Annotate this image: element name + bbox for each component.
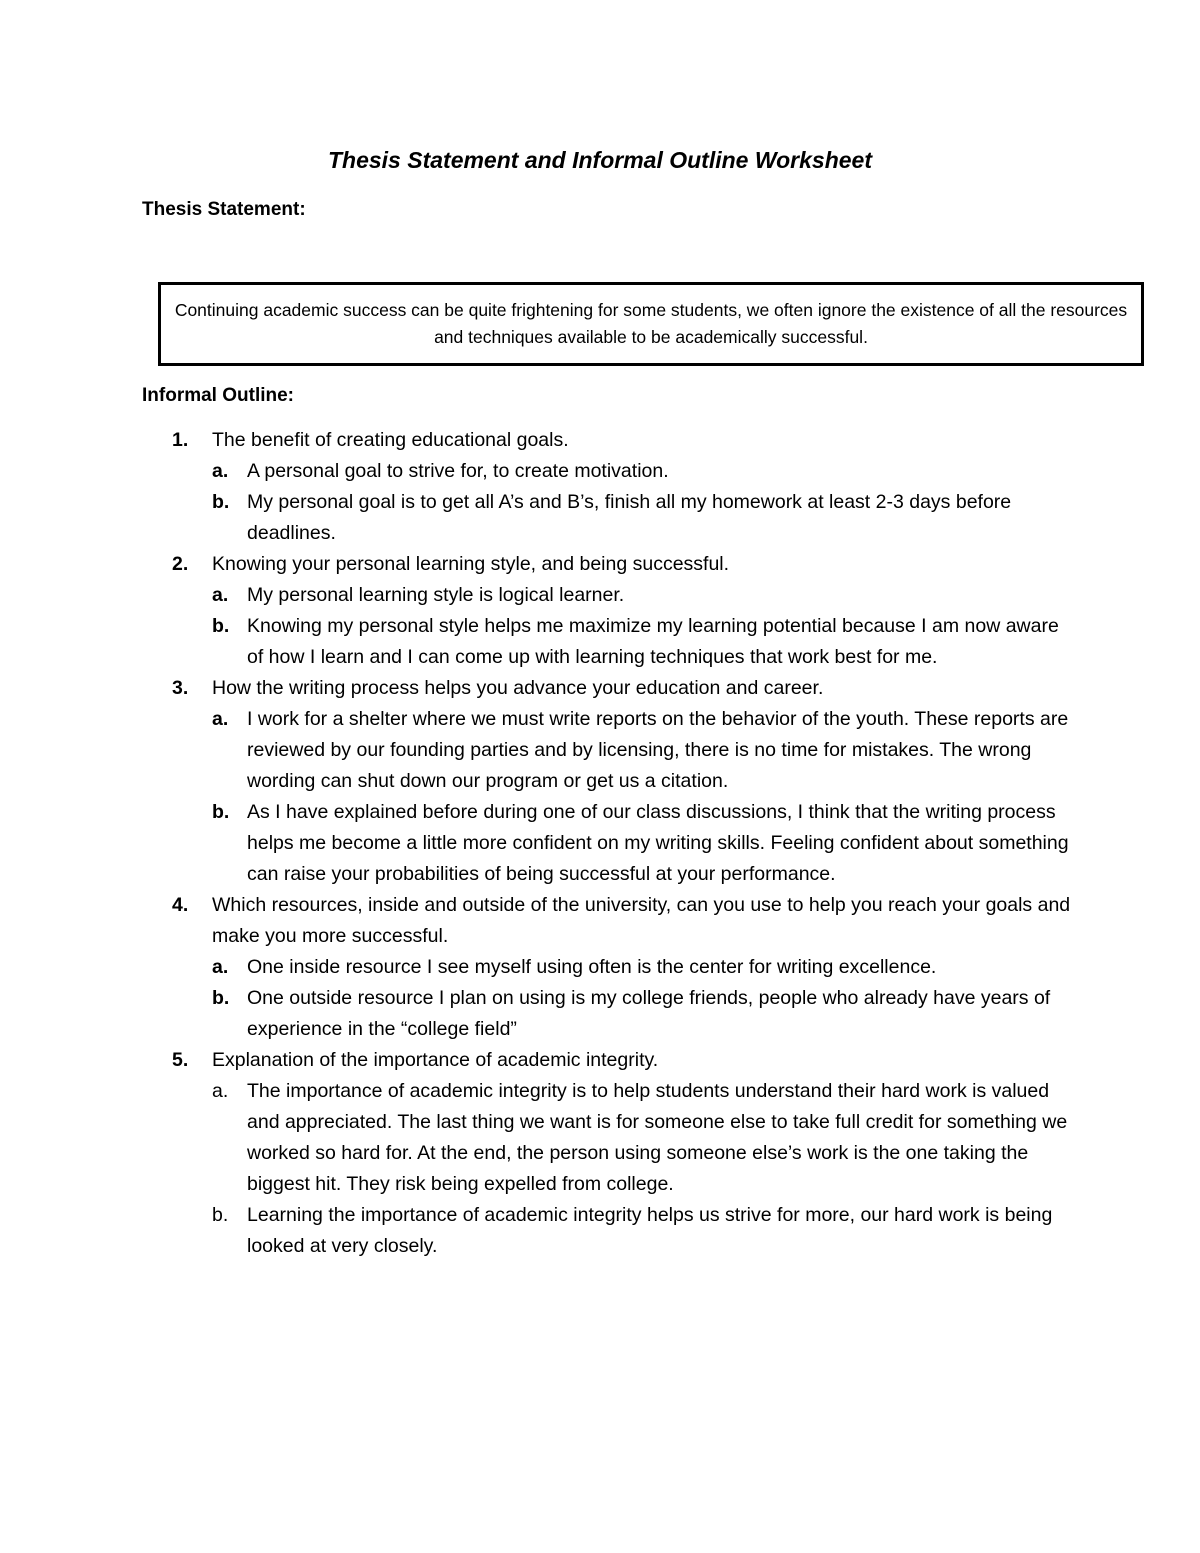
outline-sub-list: [212, 704, 1072, 890]
outline-sub-list: [212, 456, 1072, 549]
outline-subitem-text: One outside resource I plan on using is my college friends, people who already have years of experience in the “college field”: [247, 987, 1051, 1040]
outline-item-text: The benefit of creating educational goals.: [212, 429, 569, 451]
outline-subitem: [212, 952, 1072, 983]
outline-subitem-letter: a.: [212, 1080, 229, 1102]
outline-subitem-letter: a.: [212, 956, 229, 978]
outline-subitem-text: A personal goal to strive for, to create motivation.: [247, 460, 669, 482]
outline-item-5: [172, 1045, 1072, 1262]
page-title: Thesis Statement and Informal Outline Worksheet: [327, 147, 872, 173]
outline-subitem-letter: b.: [212, 801, 230, 823]
outline-item-number: 1.: [172, 429, 189, 451]
outline-item-number: 2.: [172, 553, 189, 575]
outline-subitem: [212, 797, 1072, 890]
outline-item-3: [172, 673, 1072, 890]
outline-subitem-text: Knowing my personal style helps me maximize my learning potential because I am now aware of how I learn and I can come up with learning techniques that work best for me.: [247, 615, 1059, 668]
outline-subitem-letter: a.: [212, 460, 229, 482]
thesis-statement-text: Continuing academic success can be quite frightening for some students, we often ignore the existence of all the resources and techniques available to be academically successful.: [174, 300, 1128, 347]
outline-item-text: How the writing process helps you advance your education and career.: [212, 677, 824, 699]
outline-subitem-letter: b.: [212, 987, 230, 1009]
outline-item-number: 5.: [172, 1049, 189, 1071]
outline-subitem: [212, 611, 1072, 673]
outline-subitem-text: I work for a shelter where we must write reports on the behavior of the youth. These reports are reviewed by our founding parties and by licensing, there is no time for mistakes. The wrong wording can shut down our program or get us a citation.: [247, 708, 1069, 792]
thesis-statement-label: Thesis Statement:: [142, 199, 306, 220]
outline-sub-list: [212, 952, 1072, 1045]
informal-outline-label: Informal Outline:: [142, 385, 294, 406]
informal-outline-list: [172, 425, 1072, 1262]
outline-sub-list: [212, 1076, 1072, 1262]
outline-item-number: 4.: [172, 894, 189, 916]
outline-subitem: [212, 1200, 1072, 1262]
outline-subitem: [212, 983, 1072, 1045]
outline-subitem-text: As I have explained before during one of our class discussions, I think that the writing process helps me become a little more confident on my writing skills. Feeling confident about something can raise your probabilities of being successful at your performance.: [247, 801, 1069, 885]
outline-subitem-text: Learning the importance of academic integrity helps us strive for more, our hard work is being looked at very closely.: [247, 1204, 1053, 1257]
outline-subitem-text: One inside resource I see myself using often is the center for writing excellence.: [247, 956, 937, 978]
outline-item-1: [172, 425, 1072, 549]
outline-subitem: [212, 704, 1072, 797]
outline-item-2: [172, 549, 1072, 673]
outline-item-text: Which resources, inside and outside of the university, can you use to help you reach your goals and make you more successful.: [212, 894, 1071, 947]
outline-subitem-letter: a.: [212, 708, 229, 730]
thesis-statement-box: [158, 282, 1144, 366]
outline-subitem: [212, 456, 1072, 487]
outline-sub-list: [212, 580, 1072, 673]
outline-subitem-letter: b.: [212, 1204, 229, 1226]
outline-subitem-text: The importance of academic integrity is to help students understand their hard work is valued and appreciated. The last thing we want is for someone else to take full credit for something we worked so hard for. At the end, the person using someone else’s work is the one taking the biggest hit. They risk being expelled from college.: [247, 1080, 1068, 1195]
outline-subitem: [212, 487, 1072, 549]
outline-subitem-text: My personal learning style is logical learner.: [247, 584, 625, 606]
outline-subitem: [212, 1076, 1072, 1200]
outline-subitem-letter: a.: [212, 584, 229, 606]
outline-subitem: [212, 580, 1072, 611]
outline-item-text: Explanation of the importance of academic integrity.: [212, 1049, 659, 1071]
outline-subitem-letter: b.: [212, 615, 230, 637]
outline-item-number: 3.: [172, 677, 189, 699]
outline-subitem-text: My personal goal is to get all A’s and B’s, finish all my homework at least 2-3 days before deadlines.: [247, 491, 1012, 544]
outline-item-text: Knowing your personal learning style, and being successful.: [212, 553, 730, 575]
outline-subitem-letter: b.: [212, 491, 230, 513]
outline-item-4: [172, 890, 1072, 1045]
